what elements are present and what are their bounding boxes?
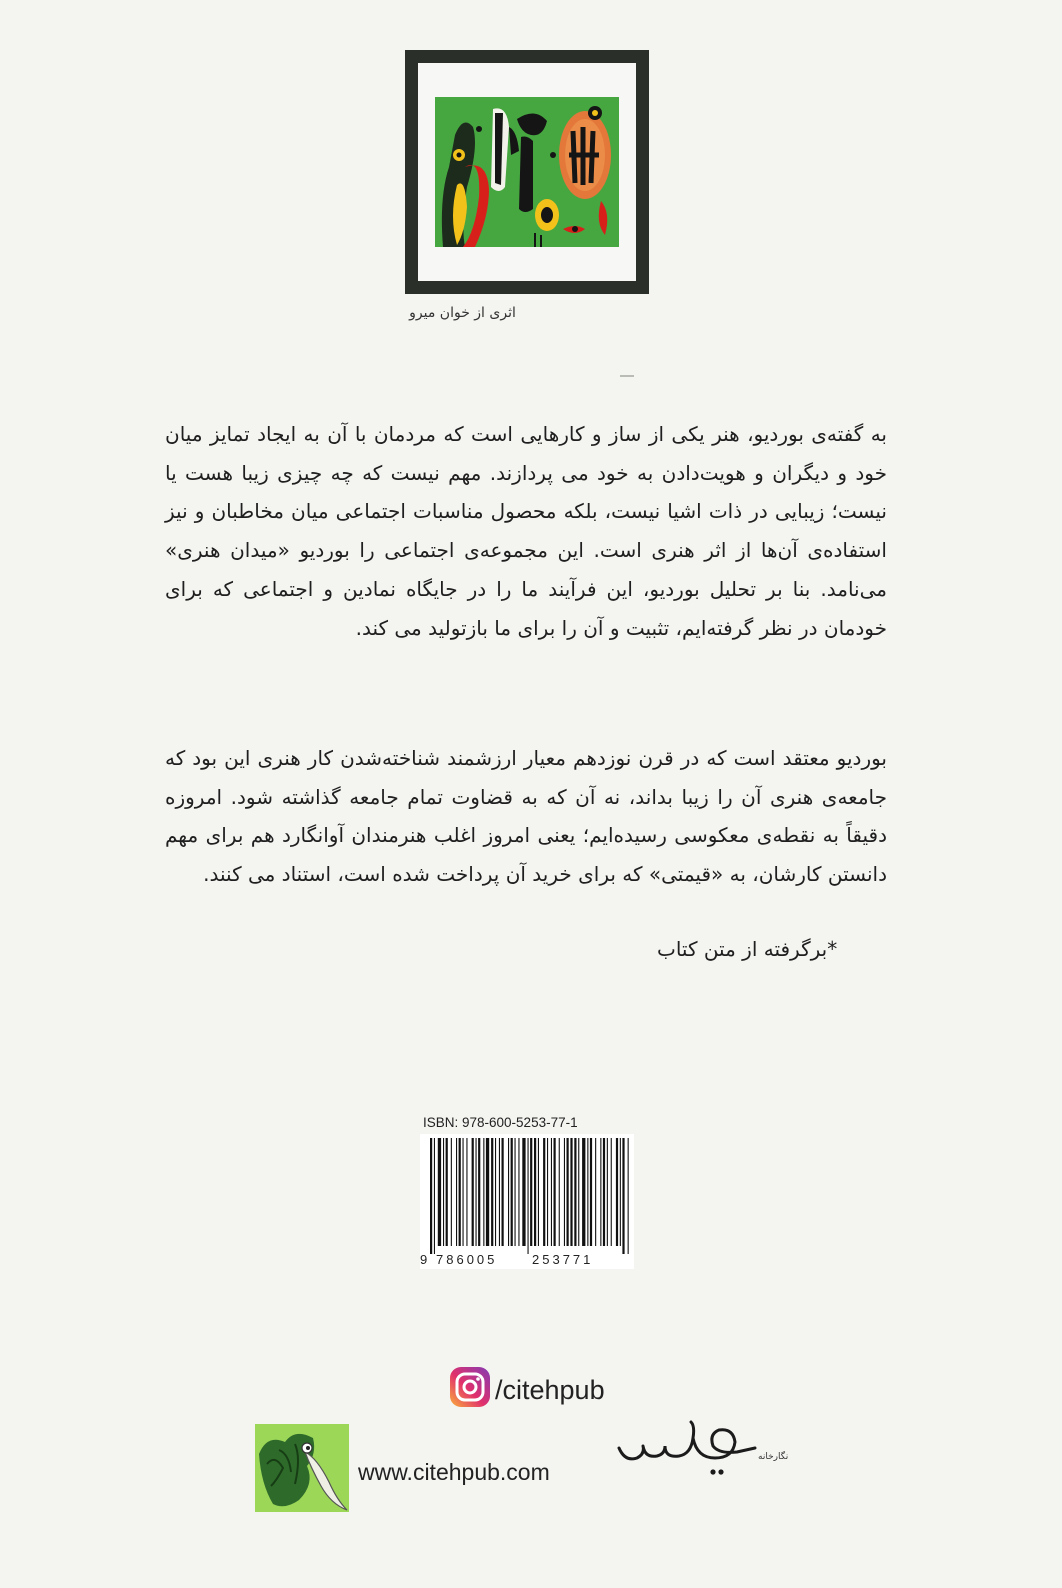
barcode-bar (483, 1138, 484, 1246)
barcode-bar (443, 1138, 444, 1246)
isbn-label: ISBN: 978-600-5253-77-1 (423, 1115, 578, 1130)
barcode-bar (611, 1138, 612, 1246)
barcode-bar (459, 1138, 461, 1246)
barcode-bar (499, 1138, 500, 1246)
nagarkhaneh-signature-logo (615, 1418, 805, 1480)
barcode-digits-left: 786005 (436, 1252, 498, 1267)
barcode-bar (547, 1138, 548, 1246)
barcode-bar (486, 1138, 489, 1246)
barcode-bar (522, 1138, 525, 1246)
barcode-bar (456, 1138, 457, 1246)
excerpt-source-note: *برگرفته از متن کتاب (657, 937, 838, 961)
barcode-bar (511, 1138, 513, 1246)
barcode-bar (466, 1138, 467, 1246)
divider-mark (620, 375, 634, 377)
barcode-bar (567, 1138, 569, 1246)
barcode-bar (515, 1138, 516, 1246)
barcode-bar (620, 1138, 621, 1246)
barcode-bar (530, 1138, 532, 1246)
barcode-bar (434, 1138, 435, 1254)
barcode-bar (600, 1138, 601, 1246)
barcode-bar (451, 1138, 452, 1246)
barcode-bar (559, 1138, 560, 1246)
barcode-bar (595, 1138, 596, 1246)
barcode-bar (438, 1138, 441, 1246)
barcode-bar (430, 1138, 432, 1254)
publisher-logo (255, 1424, 349, 1512)
barcode-bar (587, 1138, 588, 1246)
barcode-bar (543, 1138, 545, 1246)
barcode-bar (528, 1138, 529, 1254)
barcode-bar (518, 1138, 519, 1246)
barcode-digits-right: 253771 (532, 1252, 594, 1267)
barcode-bar (508, 1138, 509, 1246)
instagram-handle[interactable]: /citehpub (495, 1375, 605, 1405)
excerpt-paragraph-2: بوردیو معتقد است که در قرن نوزدهم معیار ارزشمند شناخته‌شدن کار هنری این بود که جامعه‌ی هنری آن را زیبا بداند، نه آن که به قضاوت تمام جامعه گذاشته شود. امروزه دقیقاً به نقطه‌ی معکوسی رسیده‌ایم؛ یعنی امروز اغلب هنرمندان آوانگارد هم برای مهم دانستن کارشان، به «قیمتی» که برای خرید آن پرداخت شده است، استناد می کنند. (165, 746, 887, 887)
barcode-bar (607, 1138, 608, 1246)
barcode-bar (582, 1138, 585, 1246)
barcode-digit-lead: 9 (420, 1252, 428, 1267)
barcode-bar (590, 1138, 592, 1246)
barcode-bar (502, 1138, 504, 1246)
barcode-bar (616, 1138, 618, 1246)
artwork-mat (418, 63, 636, 281)
barcode-bar (476, 1138, 477, 1246)
barcode-bar (570, 1138, 572, 1246)
instagram-icon[interactable] (449, 1366, 491, 1408)
barcode-bar (534, 1138, 536, 1246)
barcode-bar (574, 1138, 576, 1246)
isbn-barcode (420, 1134, 634, 1269)
barcode-bar (578, 1138, 579, 1246)
barcode-bar (495, 1138, 496, 1246)
barcode-bar (551, 1138, 552, 1246)
barcode-bar (554, 1138, 556, 1246)
barcode-bar (628, 1138, 629, 1254)
miro-painting (435, 97, 619, 247)
barcode-bar (446, 1138, 448, 1246)
barcode-bar (603, 1138, 605, 1246)
barcode-bar (463, 1138, 464, 1246)
artwork-caption: اثری از خوان میرو (409, 305, 516, 321)
artwork-frame (405, 50, 649, 294)
nagarkhaneh-wordmark: نگارخانه (758, 1452, 789, 1462)
barcode-bar (564, 1138, 565, 1246)
barcode-bar (478, 1138, 480, 1246)
barcode-bar (622, 1138, 624, 1254)
barcode-bar (538, 1138, 539, 1246)
barcode-bar (472, 1138, 474, 1246)
excerpt-paragraph-1: به گفته‌ی بوردیو، هنر یکی از ساز و کارهایی است که مردمان با آن به ایجاد تمایز میان خود و دیگران و هویت‌دادن به خود می پردازند. مهم نیست که چه چیزی زیبا هست یا نیست؛ زیبایی در ذات اشیا نیست، بلکه محصول مناسبات اجتماعی میان مخاطبان و نیز استفاده‌ی آن‌ها از اثر هنری است. این مجموعه‌ی اجتماعی را بوردیو «میدان هنری» می‌نامد. بنا بر تحلیل بوردیو، این فرآیند ما را در جایگاه نمادین و اجتماعی که برای خودمان در نظر گرفته‌ایم، تثبیت و آن را برای ما بازتولید می کند. (165, 422, 887, 640)
publisher-website[interactable]: www.citehpub.com (358, 1459, 550, 1485)
barcode-bar (491, 1138, 493, 1246)
